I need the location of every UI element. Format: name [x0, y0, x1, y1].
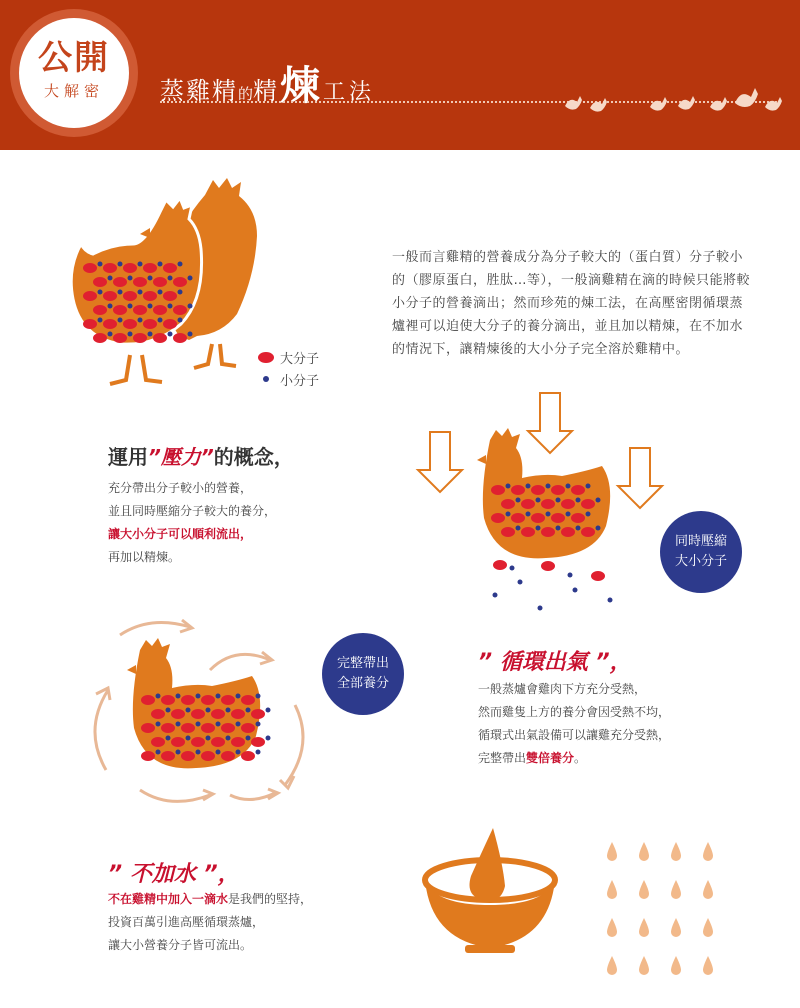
- circulation-small-molecule: [216, 694, 221, 699]
- top-small-molecule: [178, 262, 183, 267]
- compress-badge-line-1: 同時壓縮: [674, 534, 727, 549]
- pressure-small-molecule: [556, 526, 561, 531]
- circulation-small-molecule: [256, 694, 261, 699]
- drop-icon: [607, 956, 617, 975]
- pressure-heading: [108, 441, 294, 470]
- top-large-molecule: [143, 263, 157, 273]
- pressure-paragraph: [108, 477, 368, 569]
- circulation-small-molecule: [206, 736, 211, 741]
- top-large-molecule: [173, 333, 187, 343]
- circulation-large-molecule: [191, 737, 205, 747]
- pressure-large-molecule: [561, 499, 575, 509]
- pressure-small-molecule: [576, 526, 581, 531]
- pressure-large-molecule: [571, 513, 585, 523]
- circulation-large-molecule: [251, 737, 265, 747]
- circulation-small-molecule: [256, 750, 261, 755]
- falling-molecule: [568, 573, 573, 578]
- pressure-large-molecule: [531, 513, 545, 523]
- top-large-molecule: [93, 305, 107, 315]
- pressure-small-molecule: [516, 526, 521, 531]
- circulation-small-molecule: [236, 694, 241, 699]
- circulation-line-4: [478, 747, 748, 770]
- top-large-molecule: [103, 263, 117, 273]
- pressure-large-molecule: [581, 499, 595, 509]
- legend-item-large: [258, 346, 319, 368]
- falling-molecule: [591, 571, 605, 581]
- pressure-small-molecule: [566, 512, 571, 517]
- top-large-molecule: [93, 333, 107, 343]
- pressure-line-3: 讓大小分子可以順利流出，: [108, 527, 253, 541]
- title-part-1: 蒸雞精: [160, 77, 238, 105]
- circulation-small-molecule: [166, 708, 171, 713]
- drop-icon: [607, 880, 617, 899]
- drop-icon: [703, 918, 713, 937]
- pressure-small-molecule: [586, 512, 591, 517]
- circulation-large-molecule: [211, 709, 225, 719]
- top-small-molecule: [138, 318, 143, 323]
- intro-paragraph: 一般而言雞精的營養成分為分子較大的（蛋白質）分子較小的（膠原蛋白，胜肽…等），一般滴雞精在滴的時候只能將較小分子的營養滴出；然而珍苑的煉工法，在高壓密閉循環蒸爐裡可以迫使大分子的養分滴出，並且加以精煉，在不加水的情況下，讓精煉後的大小分子完全溶於雞精中。: [392, 250, 751, 357]
- drop-icon: [607, 842, 617, 861]
- title-part-5: 工法: [323, 80, 376, 105]
- circulation-small-molecule: [256, 722, 261, 727]
- top-small-molecule: [108, 276, 113, 281]
- drop-icon: [671, 880, 681, 899]
- legend-label-small: 小分子: [280, 373, 320, 389]
- circulation-small-molecule: [176, 750, 181, 755]
- circulation-line-4-post: 。: [574, 751, 587, 765]
- circulation-small-molecule: [156, 722, 161, 727]
- pressure-heading-quote-open: ”: [148, 445, 161, 469]
- title-part-4: 煉: [280, 63, 321, 109]
- pressure-small-molecule: [576, 498, 581, 503]
- drop-icon: [703, 956, 713, 975]
- drop-icon: [703, 880, 713, 899]
- circulation-line-1: 一般蒸爐會雞肉下方充分受熱，: [478, 682, 647, 696]
- circulation-small-molecule: [186, 708, 191, 713]
- circulation-small-molecule: [226, 736, 231, 741]
- falling-molecule: [518, 580, 523, 585]
- title-part-2: 的: [238, 85, 254, 103]
- top-small-molecule: [98, 262, 103, 267]
- pressure-small-molecule: [526, 512, 531, 517]
- pressure-line-2: 並且同時壓縮分子較大的養分，: [108, 504, 277, 518]
- falling-molecule: [493, 593, 498, 598]
- pressure-small-molecule: [566, 484, 571, 489]
- circulation-large-molecule: [221, 723, 235, 733]
- circulation-small-molecule: [246, 736, 251, 741]
- circulation-small-molecule: [156, 694, 161, 699]
- pressure-heading-pre: 運用: [108, 445, 148, 469]
- top-large-molecule: [113, 305, 127, 315]
- pressure-small-molecule: [516, 498, 521, 503]
- top-small-molecule: [118, 262, 123, 267]
- circulation-small-molecule: [206, 708, 211, 713]
- drop-icon: [703, 842, 713, 861]
- compress-badge: [660, 511, 742, 593]
- top-small-molecule: [158, 318, 163, 323]
- pressure-large-molecule: [521, 499, 535, 509]
- pressure-large-molecule: [501, 527, 515, 537]
- pressure-large-molecule: [511, 485, 525, 495]
- pressure-small-molecule: [596, 526, 601, 531]
- large-molecule-icon: [258, 352, 274, 363]
- top-small-molecule: [118, 290, 123, 295]
- pressure-small-molecule: [536, 498, 541, 503]
- top-large-molecule: [153, 333, 167, 343]
- top-small-molecule: [168, 304, 173, 309]
- circulation-small-molecule: [196, 722, 201, 727]
- circulation-small-molecule: [216, 750, 221, 755]
- pressure-small-molecule: [586, 484, 591, 489]
- drops-grid-icon: [607, 842, 713, 975]
- no-water-line-1-post: 是我們的堅持，: [228, 892, 313, 906]
- pressure-large-molecule: [561, 527, 575, 537]
- circulation-small-molecule: [156, 750, 161, 755]
- top-small-molecule: [148, 332, 153, 337]
- pressure-heading-quote-close: ”: [200, 445, 214, 469]
- top-small-molecule: [168, 332, 173, 337]
- top-large-molecule: [173, 305, 187, 315]
- circulation-small-molecule: [266, 736, 271, 741]
- top-small-molecule: [188, 276, 193, 281]
- circulation-small-molecule: [236, 750, 241, 755]
- circulation-large-molecule: [241, 723, 255, 733]
- top-large-molecule: [133, 333, 147, 343]
- circulation-heading: ” 循環出氣 ”，: [478, 650, 632, 675]
- pressure-large-molecule: [571, 485, 585, 495]
- circulation-large-molecule: [161, 723, 175, 733]
- circulation-large-molecule: [201, 723, 215, 733]
- circulation-large-molecule: [211, 737, 225, 747]
- circulation-small-molecule: [196, 750, 201, 755]
- top-small-molecule: [98, 290, 103, 295]
- pressure-heading-highlight: 壓力: [160, 445, 201, 469]
- circulation-line-2: 然而雞隻上方的養分會因受熱不均，: [478, 705, 671, 719]
- top-small-molecule: [138, 262, 143, 267]
- no-water-line-1: [108, 888, 398, 911]
- top-large-molecule: [163, 263, 177, 273]
- top-large-molecule: [133, 305, 147, 315]
- circulation-small-molecule: [176, 722, 181, 727]
- circulation-large-molecule: [151, 709, 165, 719]
- circulation-small-molecule: [246, 708, 251, 713]
- pressure-small-molecule: [546, 484, 551, 489]
- pressure-small-molecule: [526, 484, 531, 489]
- circulation-large-molecule: [201, 695, 215, 705]
- badge-sub-text: 大解密: [43, 82, 104, 100]
- circulation-large-molecule: [221, 695, 235, 705]
- circulation-large-molecule: [141, 751, 155, 761]
- circulation-small-molecule: [176, 694, 181, 699]
- top-large-molecule: [153, 277, 167, 287]
- pressure-line-4: 再加以精煉。: [108, 550, 181, 564]
- top-large-molecule: [123, 319, 137, 329]
- circulation-large-molecule: [181, 751, 195, 761]
- top-small-molecule: [98, 318, 103, 323]
- pressure-small-molecule: [596, 498, 601, 503]
- pressure-large-molecule: [491, 513, 505, 523]
- pressure-heading-post: 的概念，: [213, 445, 294, 469]
- top-small-molecule: [178, 290, 183, 295]
- nutrient-badge-line-2: 全部養分: [336, 676, 389, 691]
- top-small-molecule: [138, 290, 143, 295]
- top-large-molecule: [103, 291, 117, 301]
- drop-icon: [671, 842, 681, 861]
- top-small-molecule: [188, 304, 193, 309]
- top-large-molecule: [143, 291, 157, 301]
- top-small-molecule: [188, 332, 193, 337]
- pressure-small-molecule: [556, 498, 561, 503]
- top-small-molecule: [158, 290, 163, 295]
- pressure-large-molecule: [541, 527, 555, 537]
- drop-icon: [671, 956, 681, 975]
- pressure-small-molecule: [506, 512, 511, 517]
- circulation-large-molecule: [151, 737, 165, 747]
- top-large-molecule: [83, 291, 97, 301]
- pressure-small-molecule: [536, 526, 541, 531]
- falling-molecule: [493, 560, 507, 570]
- drop-icon: [639, 918, 649, 937]
- compress-badge-line-2: 大小分子: [674, 554, 727, 569]
- drop-icon: [607, 918, 617, 937]
- no-water-line-2: 投資百萬引進高壓循環蒸爐，: [108, 915, 265, 929]
- no-water-heading: ” 不加水 ”，: [108, 862, 240, 887]
- top-small-molecule: [128, 332, 133, 337]
- top-small-molecule: [178, 318, 183, 323]
- circulation-large-molecule: [141, 695, 155, 705]
- circulation-large-molecule: [221, 751, 235, 761]
- circulation-paragraph: [478, 678, 748, 770]
- circulation-large-molecule: [171, 709, 185, 719]
- pressure-large-molecule: [511, 513, 525, 523]
- nutrient-badge: [322, 633, 404, 715]
- falling-molecule: [608, 598, 613, 603]
- circulation-large-molecule: [161, 695, 175, 705]
- circulation-large-molecule: [141, 723, 155, 733]
- top-large-molecule: [143, 319, 157, 329]
- pressure-large-molecule: [541, 499, 555, 509]
- circulation-small-molecule: [196, 694, 201, 699]
- top-small-molecule: [128, 304, 133, 309]
- top-large-molecule: [113, 333, 127, 343]
- drop-icon: [671, 918, 681, 937]
- pressure-large-molecule: [551, 485, 565, 495]
- circulation-small-molecule: [216, 722, 221, 727]
- circulation-small-molecule: [186, 736, 191, 741]
- small-molecule-icon: [263, 376, 269, 382]
- no-water-line-3: 讓大小營養分子皆可流出。: [108, 938, 253, 952]
- falling-molecule: [541, 561, 555, 571]
- top-large-molecule: [103, 319, 117, 329]
- title-part-3: 精: [253, 77, 278, 105]
- circulation-small-molecule: [266, 708, 271, 713]
- circulation-large-molecule: [191, 709, 205, 719]
- pressure-large-molecule: [491, 485, 505, 495]
- top-large-molecule: [83, 319, 97, 329]
- circulation-large-molecule: [161, 751, 175, 761]
- circulation-large-molecule: [201, 751, 215, 761]
- top-small-molecule: [108, 304, 113, 309]
- top-large-molecule: [113, 277, 127, 287]
- pressure-small-molecule: [546, 512, 551, 517]
- circulation-line-4-pre: 完整帶出: [478, 751, 527, 765]
- pressure-large-molecule: [581, 527, 595, 537]
- top-small-molecule: [108, 332, 113, 337]
- legend-item-small: [258, 368, 319, 390]
- circulation-large-molecule: [241, 751, 255, 761]
- top-small-molecule: [128, 276, 133, 281]
- top-small-molecule: [158, 262, 163, 267]
- badge-main-text: 公開: [38, 38, 110, 78]
- falling-molecule: [573, 588, 578, 593]
- drop-icon: [639, 842, 649, 861]
- top-large-molecule: [163, 291, 177, 301]
- top-small-molecule: [118, 318, 123, 323]
- circulation-large-molecule: [181, 723, 195, 733]
- circulation-small-molecule: [226, 708, 231, 713]
- no-water-paragraph: [108, 888, 398, 957]
- falling-molecule: [538, 606, 543, 611]
- circulation-small-molecule: [236, 722, 241, 727]
- circulation-large-molecule: [231, 709, 245, 719]
- nutrient-badge-line-1: 完整帶出: [336, 656, 389, 671]
- top-large-molecule: [93, 277, 107, 287]
- circulation-large-molecule: [231, 737, 245, 747]
- top-large-molecule: [83, 263, 97, 273]
- circulation-line-3: 循環式出氣設備可以讓雞充分受熱，: [478, 728, 671, 742]
- top-large-molecule: [163, 319, 177, 329]
- pressure-small-molecule: [506, 484, 511, 489]
- falling-molecule: [510, 566, 515, 571]
- pressure-large-molecule: [531, 485, 545, 495]
- pressure-large-molecule: [501, 499, 515, 509]
- circulation-large-molecule: [171, 737, 185, 747]
- circulation-large-molecule: [181, 695, 195, 705]
- pressure-line-1: 充分帶出分子較小的營養，: [108, 481, 253, 495]
- pressure-large-molecule: [521, 527, 535, 537]
- top-large-molecule: [173, 277, 187, 287]
- legend-label-large: 大分子: [280, 351, 320, 367]
- top-small-molecule: [148, 276, 153, 281]
- circulation-small-molecule: [166, 736, 171, 741]
- drop-icon: [639, 956, 649, 975]
- top-small-molecule: [148, 304, 153, 309]
- drop-icon: [639, 880, 649, 899]
- circulation-line-4-highlight: 雙倍養分: [526, 751, 575, 765]
- circulation-large-molecule: [251, 709, 265, 719]
- bowl-icon: [425, 828, 555, 953]
- top-large-molecule: [153, 305, 167, 315]
- top-large-molecule: [123, 263, 137, 273]
- top-large-molecule: [133, 277, 147, 287]
- no-water-line-1-highlight: 不在雞精中加入一滴水: [108, 892, 229, 906]
- top-small-molecule: [168, 276, 173, 281]
- top-large-molecule: [123, 291, 137, 301]
- circulation-large-molecule: [241, 695, 255, 705]
- pressure-large-molecule: [551, 513, 565, 523]
- legend: [258, 346, 319, 390]
